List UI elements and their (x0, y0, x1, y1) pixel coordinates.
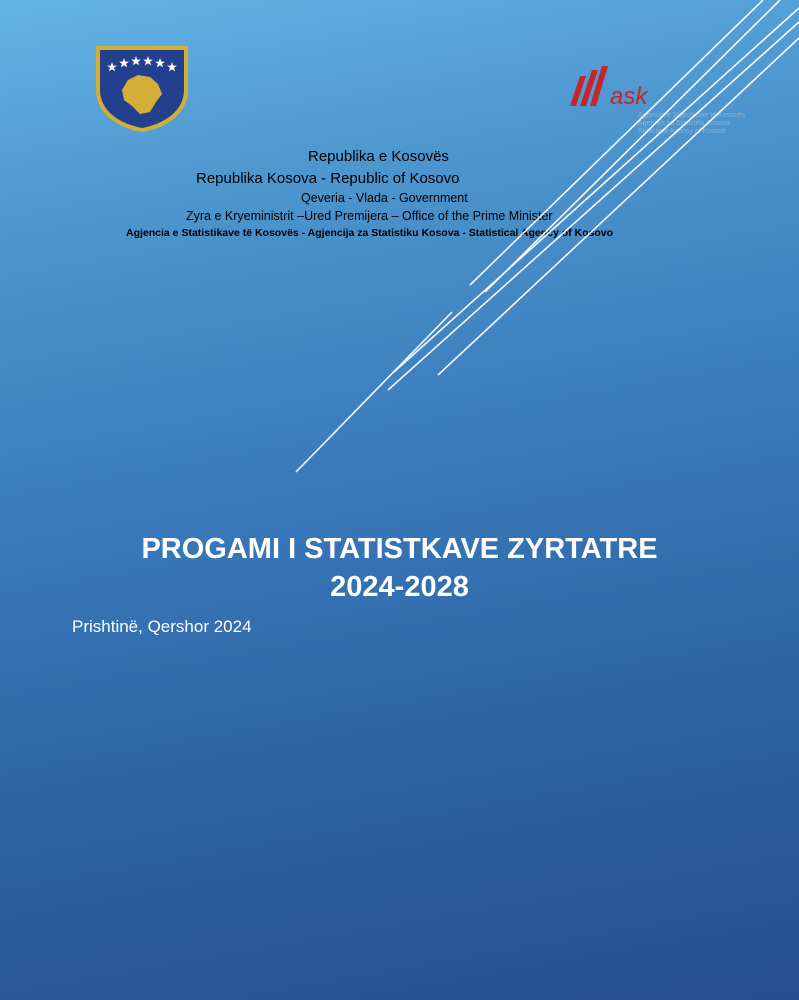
ask-tagline-line: Agencija za Statistiku Kosova (638, 120, 730, 127)
ask-tagline-line: Statistical Agency of Kosovo (638, 128, 726, 135)
ask-logo-icon (568, 62, 658, 112)
document-title (0, 530, 799, 606)
ask-tagline-line: Agjencia e Statistikave të Kosovës (638, 112, 746, 119)
ask-logo-text: ask (610, 83, 648, 110)
header-line-prime-minister-office: Zyra e Kryeministrit –Ured Premijera – Office of the Prime Minister (186, 209, 553, 223)
title-line-1: PROGAMI I STATISTKAVE ZYRTATRE (141, 533, 658, 565)
header-line-republic-multilingual: Republika Kosova - Republic of Kosovo (196, 170, 460, 187)
place-and-date: Prishtinë, Qershor 2024 (72, 617, 252, 636)
header-line-republic-sq: Republika e Kosovës (308, 148, 449, 165)
header-line-statistical-agency: Agjencia e Statistikave të Kosovës - Agjencija za Statistiku Kosova - Statistical Agency of Kosovo (126, 227, 614, 239)
kosovo-coat-of-arms-icon (92, 42, 192, 134)
header-line-government: Qeveria - Vlada - Government (301, 191, 468, 205)
title-line-2: 2024-2028 (330, 571, 469, 603)
ask-tagline (638, 112, 748, 136)
